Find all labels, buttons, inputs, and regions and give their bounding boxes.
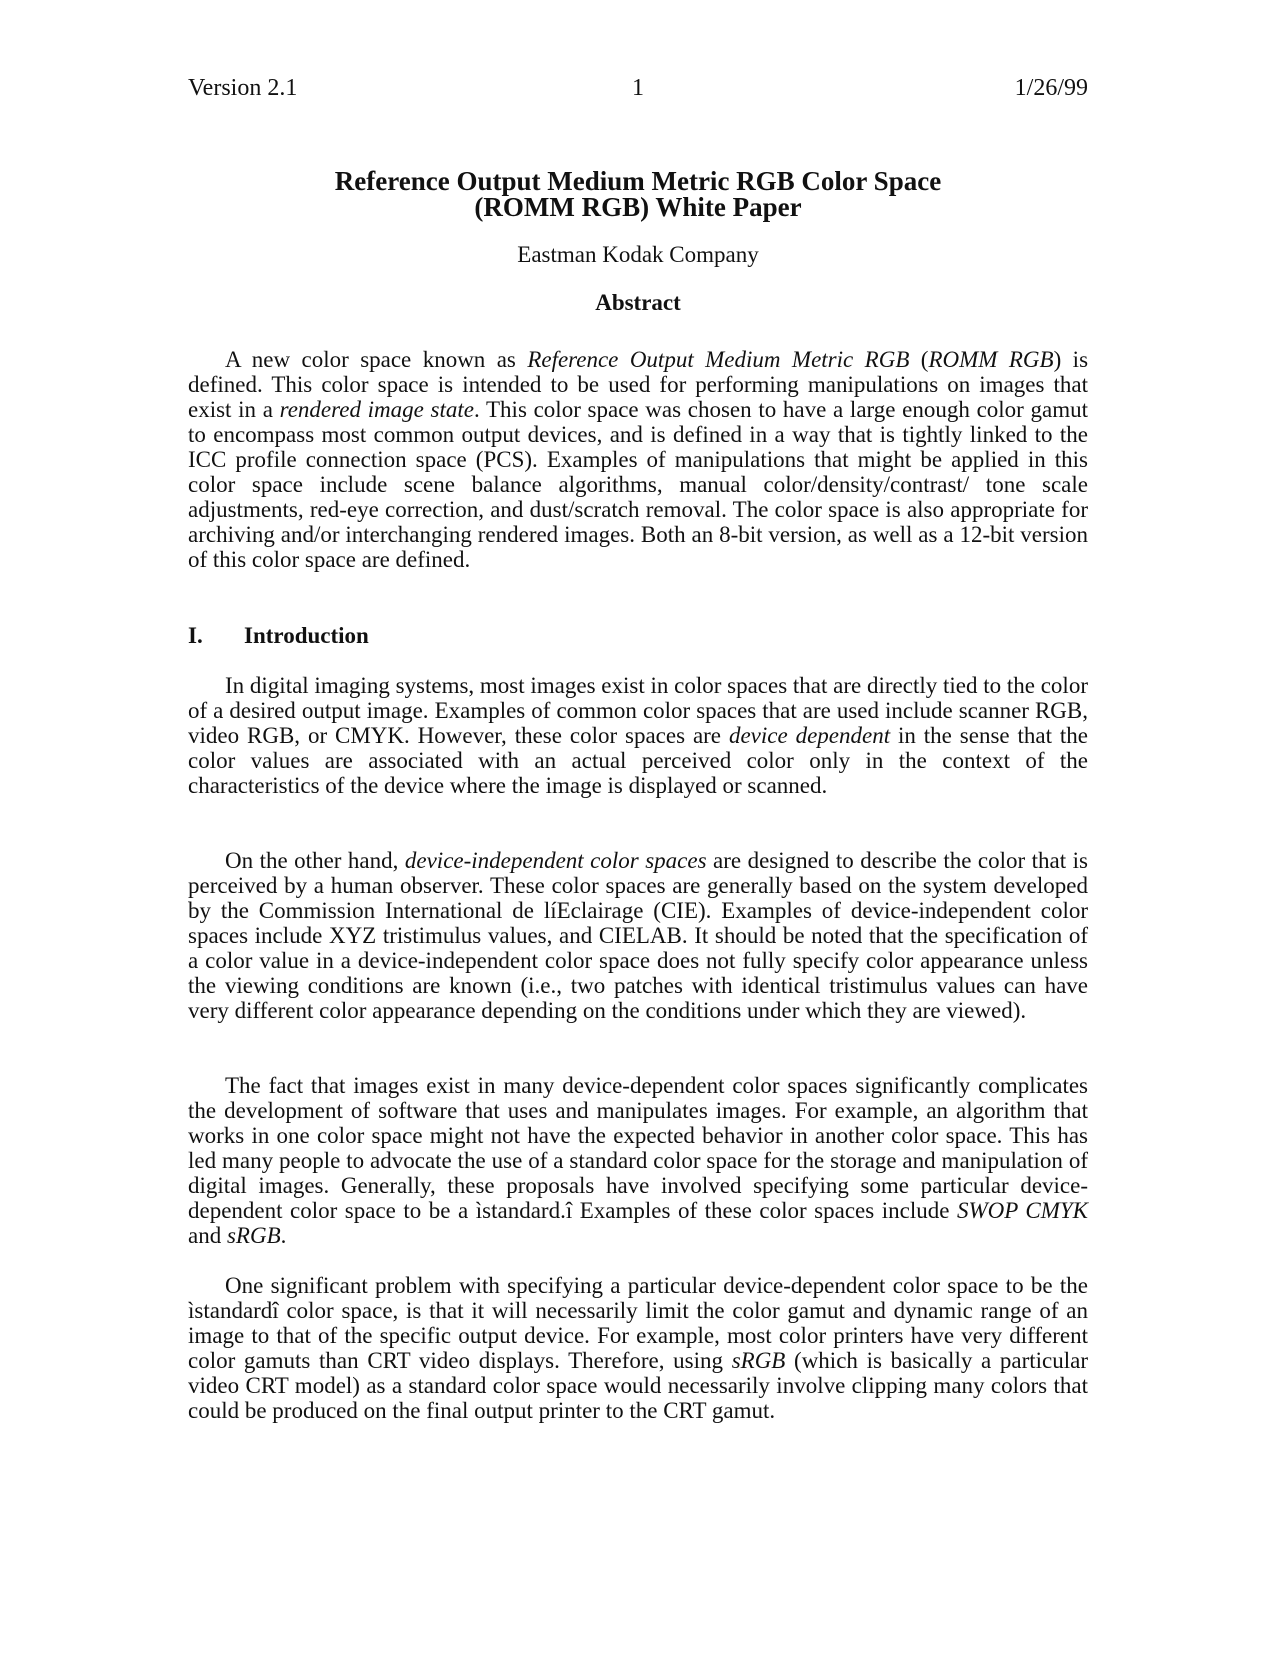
section-title: Introduction bbox=[244, 623, 369, 648]
paragraph bbox=[188, 1273, 1088, 1423]
paper-title bbox=[188, 168, 1088, 220]
title-line-1: Reference Output Medium Metric RGB Color Space bbox=[334, 166, 942, 196]
title-line-2: (ROMM RGB) White Paper bbox=[474, 192, 802, 222]
text-run: . bbox=[280, 1223, 287, 1248]
author: Eastman Kodak Company bbox=[517, 242, 759, 267]
text-run: are designed to describe the color that is perceived by a human observer. These color spaces are generally based on the system developed by the Commission International de líEclairage (CIE). Examples of device-independent color spaces include XYZ tristimulus values, and CIELAB. It should be noted that the specification of a color value in a device-independent color space does not fully specify color appearance unless the viewing conditions are known (i.e., two patches with identical tristimulus values can have very different color appearance depending on the conditions under which they are viewed). bbox=[188, 848, 1088, 1023]
paragraph bbox=[188, 673, 1088, 798]
intro-paragraph-4 bbox=[188, 1273, 1088, 1423]
text-run: (which is basically a particular video CRT model) as a standard color space would necessarily involve clipping many colors that could be produced on the final output printer to the CRT gamut. bbox=[188, 1348, 1089, 1423]
date-label: 1/26/99 bbox=[1014, 75, 1088, 101]
page-number: 1 bbox=[632, 75, 644, 101]
title-block bbox=[188, 168, 1088, 316]
section-heading bbox=[188, 623, 369, 649]
text-run: ( bbox=[909, 347, 929, 372]
italic-term: device-independent color spaces bbox=[404, 848, 707, 873]
text-run: A new color space known as bbox=[225, 347, 528, 372]
abstract-heading: Abstract bbox=[595, 290, 681, 315]
intro-paragraph-2 bbox=[188, 848, 1088, 1023]
text-run: ) is defined. This color space is intended to be used for performing manipulations on images that exist in a bbox=[188, 347, 1089, 422]
paragraph bbox=[188, 1073, 1088, 1248]
italic-term: device dependent bbox=[728, 723, 891, 748]
text-run: On the other hand, bbox=[225, 848, 405, 873]
section-number: I. bbox=[188, 623, 203, 648]
page-header bbox=[188, 72, 1088, 104]
intro-paragraph-3 bbox=[188, 1073, 1088, 1248]
text-run: One significant problem with specifying a particular device-dependent color space to be the ìstandardî color space, is that it will necessarily limit the color gamut and dynamic range of an image to that of the specific output device. For example, most color printers have very different color gamuts than CRT video displays. Therefore, using bbox=[188, 1273, 1088, 1373]
abstract-paragraph bbox=[188, 347, 1088, 572]
text-run: and bbox=[188, 1223, 227, 1248]
intro-paragraph-1 bbox=[188, 673, 1088, 798]
italic-term: sRGB bbox=[731, 1348, 786, 1373]
italic-term: rendered image state bbox=[279, 397, 474, 422]
text-run: . This color space was chosen to have a large enough color gamut to encompass most common output devices, and is defined in a way that is tightly linked to the ICC profile connection space (PCS). Examples of manipulations that might be applied in this color space include scene balance algorithms, manual color/density/contrast/ tone scale adjustments, red-eye correction, and dust/scratch removal. The color space is also appropriate for archiving and/or interchanging rendered images. Both an 8-bit version, as well as a 12-bit version of this color space are defined. bbox=[188, 397, 1089, 572]
text-run: In digital imaging systems, most images exist in color spaces that are directly tied to the color of a desired output image. Examples of common color spaces that are used include scanner RGB, video RGB, or CMYK. However, these color spaces are bbox=[188, 673, 1088, 748]
text-run: The fact that images exist in many device-dependent color spaces significantly complicates the development of software that uses and manipulates images. For example, an algorithm that works in one color space might not have the expected behavior in another color space. This has led many people to advocate the use of a standard color space for the storage and manipulation of digital images. Generally, these proposals have involved specifying some particular device-dependent color space to be a ìstandard.î Examples of these color spaces include bbox=[188, 1073, 1088, 1223]
text-run: in the sense that the color values are associated with an actual perceived color only in the context of the characteristics of the device where the image is displayed or scanned. bbox=[188, 723, 1088, 798]
paragraph bbox=[188, 848, 1088, 1023]
version-label: Version 2.1 bbox=[188, 75, 298, 101]
italic-term: ROMM RGB bbox=[928, 347, 1054, 372]
italic-term: Reference Output Medium Metric RGB bbox=[527, 347, 910, 372]
italic-term: sRGB bbox=[226, 1223, 281, 1248]
italic-term: SWOP CMYK bbox=[956, 1198, 1088, 1223]
abstract-body bbox=[188, 347, 1088, 572]
